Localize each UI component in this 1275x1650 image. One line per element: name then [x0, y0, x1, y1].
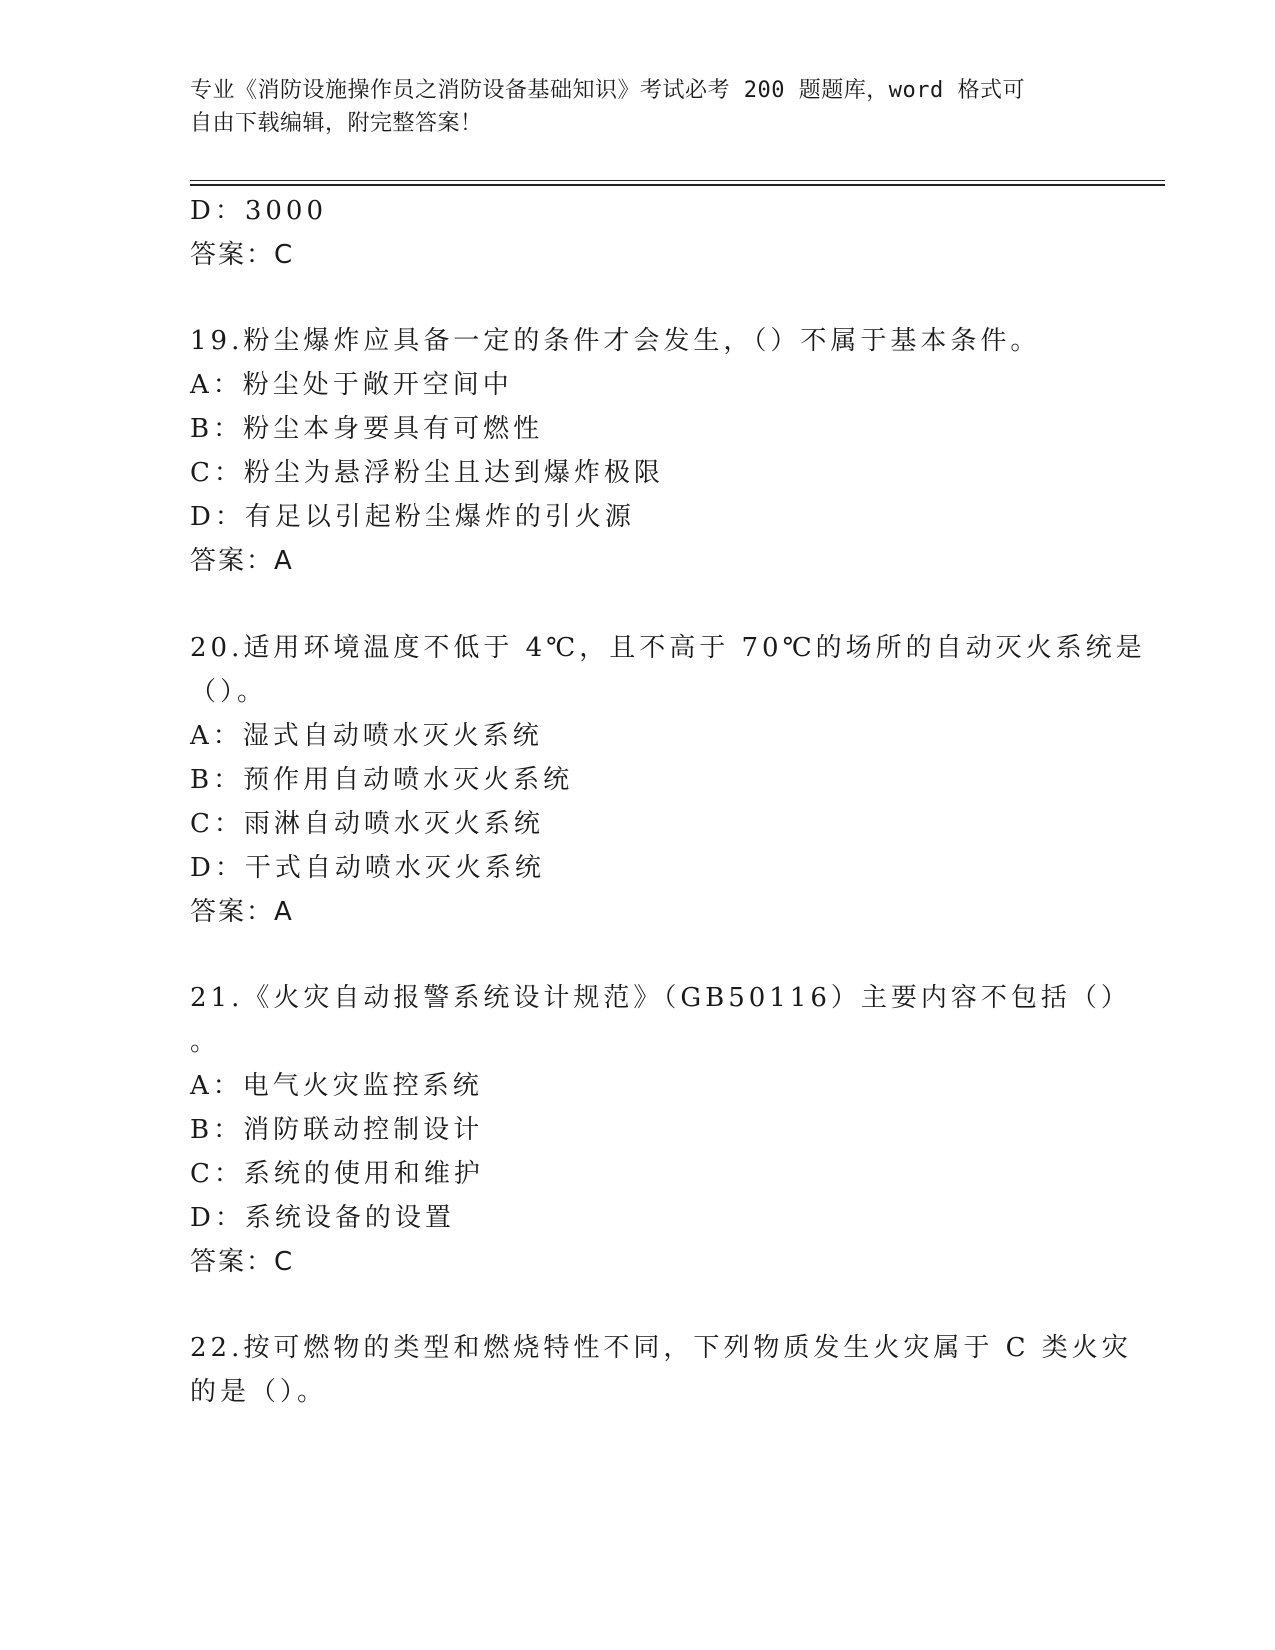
q19-answer: 答案：A	[190, 546, 294, 576]
q20-question-line-2: （）。	[190, 677, 268, 707]
q20-option-c: C：雨淋自动喷水灭火系统	[190, 809, 544, 839]
q20-answer: 答案：A	[190, 897, 294, 927]
document-header	[190, 74, 1090, 140]
q19-option-c: C：粉尘为悬浮粉尘且达到爆炸极限	[190, 458, 664, 488]
header-line-1: 专业《消防设施操作员之消防设备基础知识》考试必考 200 题题库，word 格式可	[190, 78, 1025, 103]
header-divider-top	[190, 180, 1165, 181]
q22-question-line-2: 的是（）。	[190, 1377, 328, 1407]
q20-question-line-1: 20.适用环境温度不低于 4℃，且不高于 70℃的场所的自动灭火系统是	[190, 633, 1146, 663]
header-line-2: 自由下载编辑，附完整答案！	[190, 111, 483, 136]
q19-question: 19.粉尘爆炸应具备一定的条件才会发生，（）不属于基本条件。	[190, 326, 1041, 356]
q21-question-line-2: 。	[190, 1027, 221, 1057]
prev-option-d: D：3000	[190, 196, 328, 226]
q21-option-c: C：系统的使用和维护	[190, 1159, 484, 1189]
q21-question-line-1: 21.《火灾自动报警系统设计规范》（GB50116）主要内容不包括（）	[190, 983, 1131, 1013]
q21-option-d: D：系统设备的设置	[190, 1203, 455, 1233]
header-divider-bottom	[190, 184, 1165, 186]
q20-option-a: A：湿式自动喷水灭火系统	[190, 721, 543, 751]
q20-option-b: B：预作用自动喷水灭火系统	[190, 765, 574, 795]
q19-option-b: B：粉尘本身要具有可燃性	[190, 414, 544, 444]
q21-option-a: A：电气火灾监控系统	[190, 1071, 483, 1101]
q21-option-b: B：消防联动控制设计	[190, 1115, 484, 1145]
prev-answer: 答案：C	[190, 240, 295, 270]
q19-option-a: A：粉尘处于敞开空间中	[190, 370, 513, 400]
q19-option-d: D：有足以引起粉尘爆炸的引火源	[190, 502, 635, 532]
q20-option-d: D：干式自动喷水灭火系统	[190, 853, 545, 883]
q21-answer: 答案：C	[190, 1247, 295, 1277]
q22-question-line-1: 22.按可燃物的类型和燃烧特性不同，下列物质发生火灾属于 C 类火灾	[190, 1333, 1132, 1363]
